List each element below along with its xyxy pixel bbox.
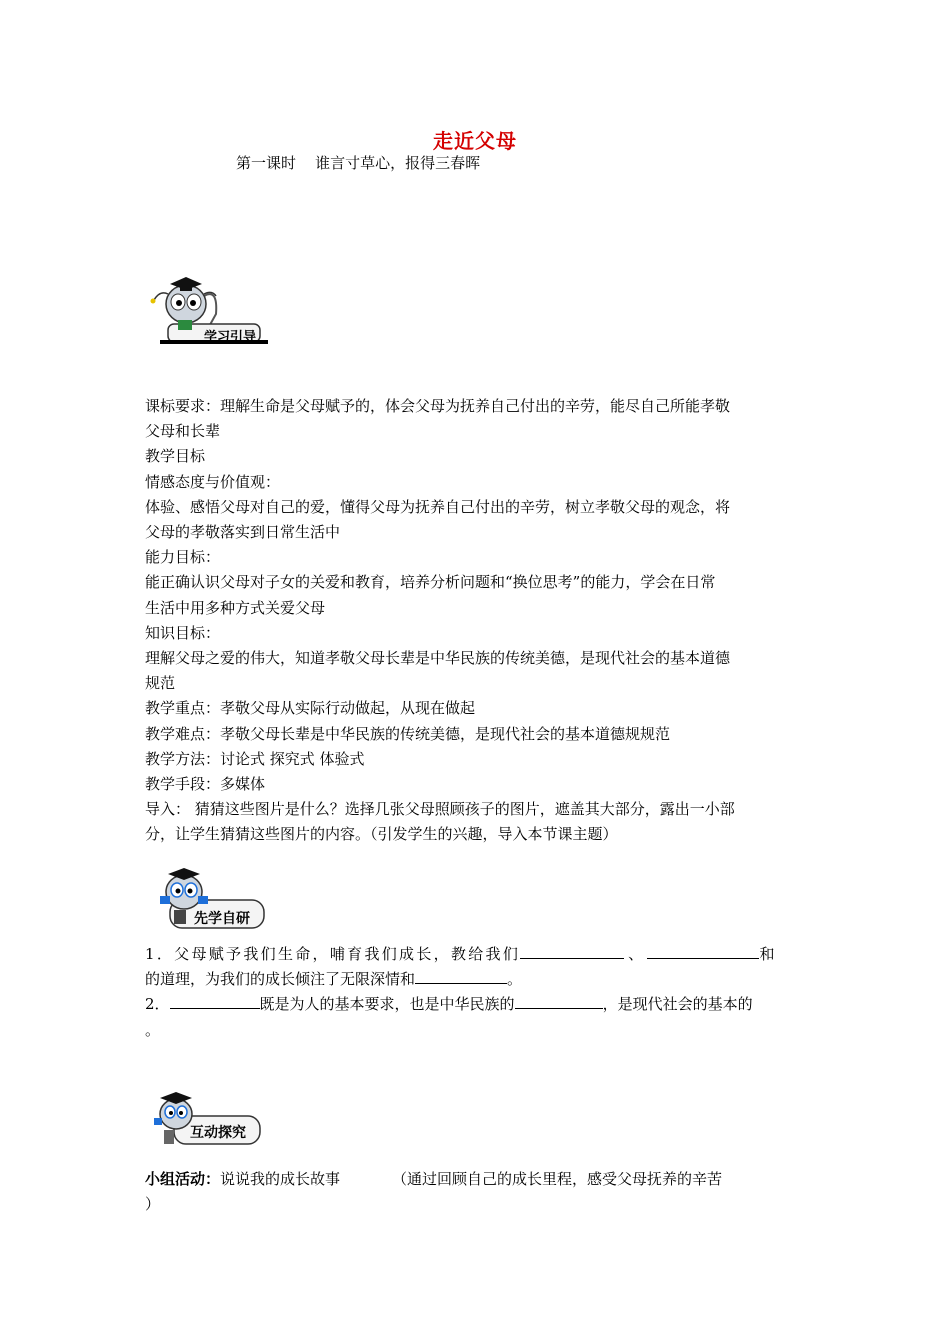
lesson-subtitle: 第一课时 谁言寸草心，报得三春晖	[236, 154, 481, 172]
text-line: 理解父母之爱的伟大，知道孝敬父母长辈是中华民族的传统美德，是现代社会的基本道德	[145, 649, 731, 668]
text-line: 教学方法：讨论式 探究式 体验式	[145, 749, 365, 768]
text-line: 知识目标：	[145, 623, 221, 642]
explore-section-badge	[146, 1092, 271, 1150]
activity-line-2: ）	[145, 1195, 161, 1214]
question-1-line-1: 1．父母赋予我们生命，哺育我们成长，教给我们 、 和	[145, 942, 810, 967]
text-line: 教学手段：多媒体	[145, 775, 266, 794]
question-2-line-1: 2． 既是为人的基本要求，也是中华民族的 ，是现代社会的基本的	[145, 992, 810, 1017]
answer-blank[interactable]	[520, 942, 624, 959]
page-title: 走近父母	[433, 129, 517, 153]
preview-section-badge	[146, 866, 271, 932]
text-line: 导入： 猜猜这些图片是什么？选择几张父母照顾孩子的图片，遮盖其大部分，露出一小部	[145, 800, 735, 819]
text-line: 能正确认识父母对子女的关爱和教育，培养分析问题和“换位思考”的能力，学会在日常	[145, 573, 716, 592]
text-line: 父母的孝敬落实到日常生活中	[145, 523, 341, 542]
answer-blank[interactable]	[515, 992, 603, 1009]
preview-questions	[145, 942, 810, 1043]
explore-section-label: 互动探究	[190, 1125, 246, 1141]
text-line: 父母和长辈	[145, 422, 221, 441]
text-line: 课标要求：理解生命是父母赋予的，体会父母为抚养自己付出的辛劳，能尽自己所能孝敬	[145, 397, 731, 415]
text-line: 教学重点：孝敬父母从实际行动做起，从现在做起	[145, 699, 476, 718]
text-line: 情感态度与价值观：	[145, 472, 281, 491]
activity-note: （通过回顾自己的成长里程，感受父母抚养的辛苦	[392, 1170, 723, 1188]
answer-blank[interactable]	[415, 967, 507, 984]
text-line: 生活中用多种方式关爱父母	[145, 598, 326, 617]
activity-topic: 说说我的成长故事	[220, 1170, 341, 1188]
guide-section-badge	[146, 274, 271, 346]
text-line: 能力目标：	[145, 548, 221, 567]
activity-line-1	[145, 1167, 810, 1192]
question-2-line-2: 。	[145, 1020, 161, 1039]
text-line: 分，让学生猜猜这些图片的内容。（引发学生的兴趣，导入本节课主题）	[145, 825, 618, 844]
activity-text	[145, 1167, 810, 1217]
text-line: 体验、感悟父母对自己的爱，懂得父母为抚养自己付出的辛劳，树立孝敬父母的观念，将	[145, 497, 731, 516]
text-line: 教学难点：孝敬父母长辈是中华民族的传统美德，是现代社会的基本道德规规范	[145, 724, 671, 743]
text-line: 规范	[145, 674, 176, 693]
question-1-line-2: 的道理，为我们的成长倾注了无限深情和 。	[145, 967, 810, 992]
preview-section-label: 先学自研	[194, 911, 250, 927]
guide-text	[145, 394, 810, 848]
answer-blank[interactable]	[170, 992, 260, 1009]
text-line: 教学目标	[145, 447, 206, 466]
guide-section-label: 学习引导	[204, 330, 257, 345]
answer-blank[interactable]	[647, 942, 759, 959]
activity-label: 小组活动：	[145, 1170, 221, 1188]
